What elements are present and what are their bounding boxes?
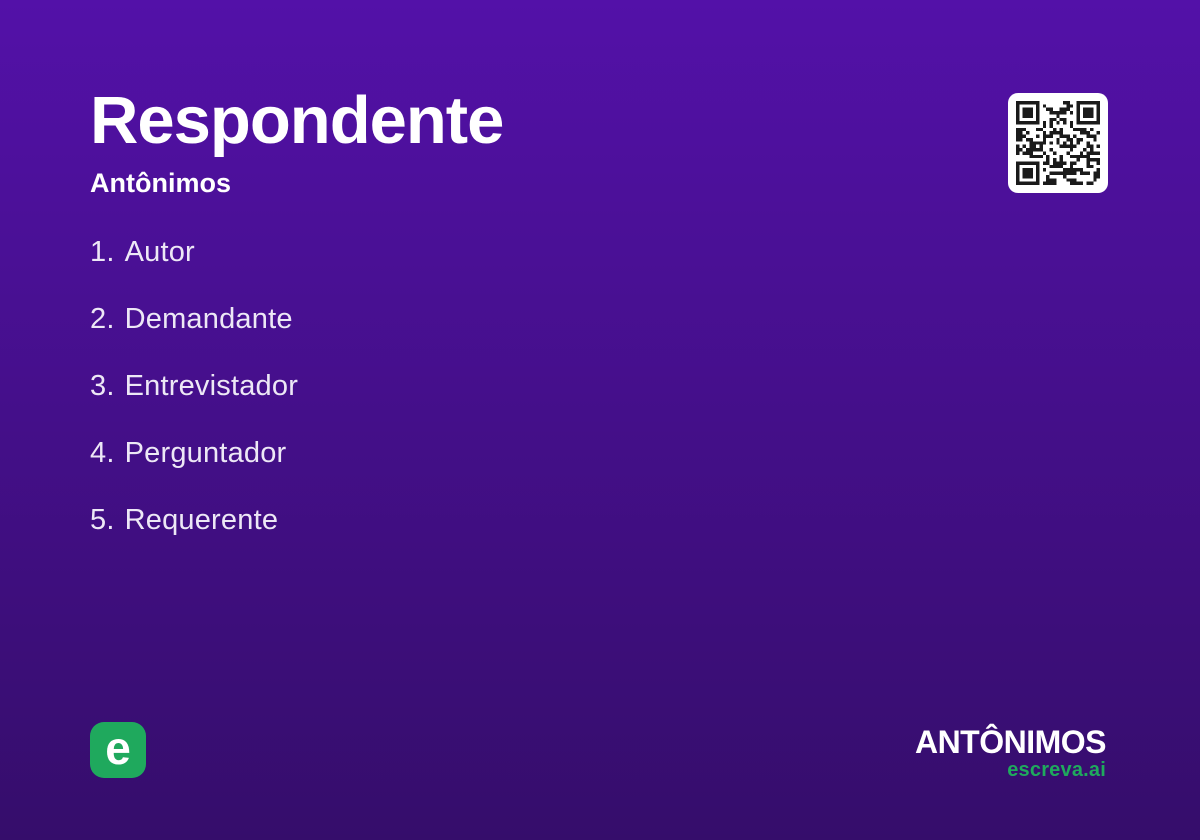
list-item-number: 1. [90, 236, 115, 268]
list-item-number: 4. [90, 437, 115, 469]
list-item-number: 2. [90, 303, 115, 335]
list-item-number: 5. [90, 504, 115, 536]
list-item [90, 506, 298, 535]
antonym-list [90, 238, 298, 535]
list-item-label: Demandante [124, 303, 293, 335]
page-title: Respondente [90, 83, 504, 158]
list-item-label: Entrevistador [124, 370, 299, 402]
logo-letter: e [105, 722, 131, 774]
list-item-label: Perguntador [124, 437, 287, 469]
list-item [90, 439, 298, 468]
list-item-number: 3. [90, 370, 115, 402]
qr-code-icon [1016, 101, 1100, 185]
list-item-label: Autor [124, 236, 195, 268]
escreva-logo-icon [90, 722, 146, 778]
page-subtitle: Antônimos [90, 168, 231, 198]
list-item-label: Requerente [124, 504, 279, 536]
list-item [90, 238, 298, 267]
brand-name: ANTÔNIMOS [914, 724, 1106, 760]
list-item [90, 305, 298, 334]
brand-block [915, 726, 1106, 780]
list-item [90, 372, 298, 401]
brand-subtitle: escreva.ai [1007, 759, 1106, 781]
qr-code [1008, 93, 1108, 193]
